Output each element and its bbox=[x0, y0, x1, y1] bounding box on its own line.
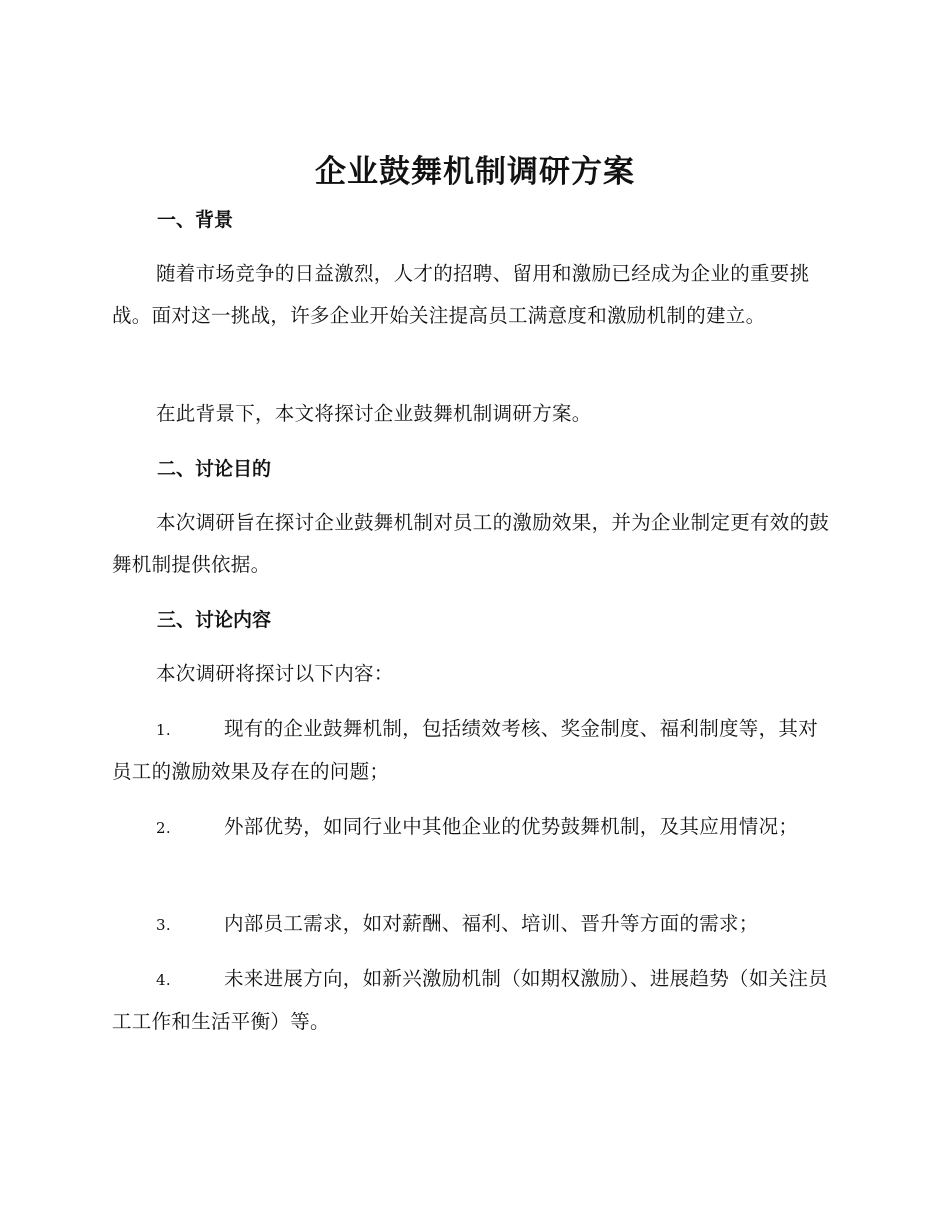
list-item-number: 4. bbox=[156, 971, 171, 989]
background-paragraph-1: 随着市场竞争的日益激烈，人才的招聘、留用和激励已经成为企业的重要挑战。面对这一挑战，许多企业开始关注提高员工满意度和激励机制的建立。 bbox=[112, 262, 810, 327]
list-item bbox=[112, 806, 832, 849]
list-item-number: 1. bbox=[156, 721, 171, 739]
section-heading-background: 一、背景 bbox=[157, 209, 234, 231]
purpose-paragraph: 本次调研旨在探讨企业鼓舞机制对员工的激励效果，并为企业制定更有效的鼓舞机制提供依据。 bbox=[112, 511, 830, 576]
background-paragraph-2: 在此背景下，本文将探讨企业鼓舞机制调研方案。 bbox=[156, 402, 592, 425]
list-item bbox=[112, 958, 832, 1043]
list-item bbox=[112, 903, 832, 946]
list-item-text: 未来进展方向，如新兴激励机制（如期权激励）、进展趋势（如关注员工工作和生活平衡）等。 bbox=[112, 967, 829, 1033]
section-heading-purpose: 二、讨论目的 bbox=[157, 458, 272, 480]
list-item-text: 内部员工需求，如对薪酬、福利、培训、晋升等方面的需求； bbox=[224, 912, 759, 935]
section-heading-content: 三、讨论内容 bbox=[157, 609, 272, 631]
list-item bbox=[112, 708, 832, 793]
list-item-number: 2. bbox=[156, 819, 171, 837]
list-item-number: 3. bbox=[156, 916, 171, 934]
content-intro-paragraph: 本次调研将探讨以下内容： bbox=[156, 662, 394, 685]
document-title: 企业鼓舞机制调研方案 bbox=[315, 154, 635, 190]
list-item-text: 现有的企业鼓舞机制，包括绩效考核、奖金制度、福利制度等，其对员工的激励效果及存在的问题； bbox=[112, 717, 819, 783]
list-item-text: 外部优势，如同行业中其他企业的优势鼓舞机制，及其应用情况； bbox=[224, 815, 799, 838]
